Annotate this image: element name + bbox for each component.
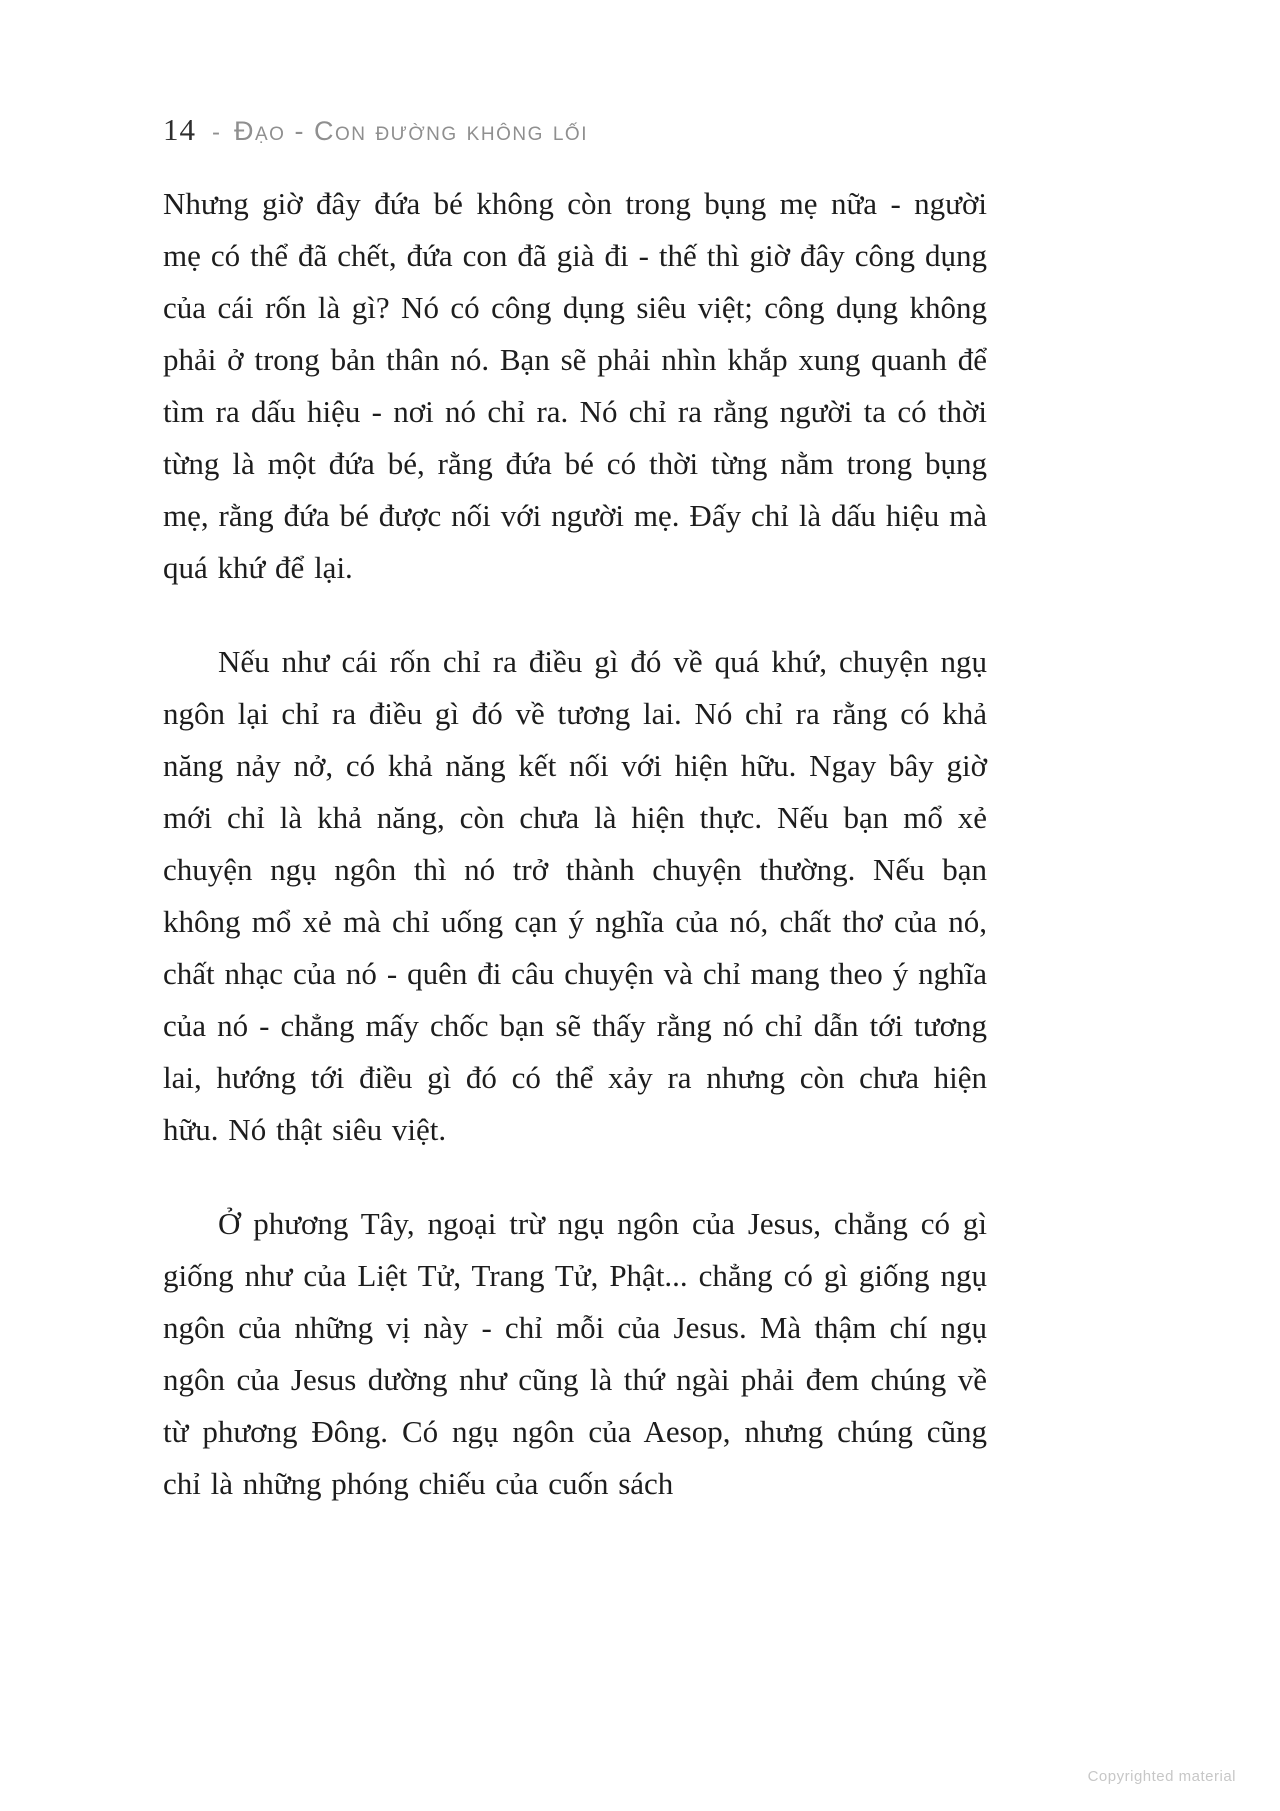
page-number: 14 xyxy=(163,112,196,147)
paragraph-2: Nếu như cái rốn chỉ ra điều gì đó về quá khứ, chuyện ngụ ngôn lại chỉ ra điều gì đó về tương lai. Nó chỉ ra rằng có khả năng nảy nở, có khả năng kết nối với hiện hữu. Ngay bây giờ mới chỉ là khả năng, còn chưa là hiện thực. Nếu bạn mổ xẻ chuyện ngụ ngôn thì nó trở thành chuyện thường. Nếu bạn không mổ xẻ mà chỉ uống cạn ý nghĩa của nó, chất thơ của nó, chất nhạc của nó - quên đi câu chuyện và chỉ mang theo ý nghĩa của nó - chẳng mấy chốc bạn sẽ thấy rằng nó chỉ dẫn tới tương lai, hướng tới điều gì đó có thể xảy ra nhưng còn chưa hiện hữu. Nó thật siêu việt. xyxy=(163,644,987,1147)
header-separator: - xyxy=(212,119,220,146)
paragraph-3: Ở phương Tây, ngoại trừ ngụ ngôn của Jesus, chẳng có gì giống như của Liệt Tử, Trang Tử, Phật... chẳng có gì giống ngụ ngôn của những vị này - chỉ mỗi của Jesus. Mà thậm chí ngụ ngôn của Jesus dường như cũng là thứ ngài phải đem chúng về từ phương Đông. Có ngụ ngôn của Aesop, nhưng chúng cũng chỉ là những phóng chiếu của cuốn sách xyxy=(163,1206,987,1501)
running-header xyxy=(163,112,588,148)
body-text-block xyxy=(163,178,987,1552)
running-title: Đạo - Con đường không lối xyxy=(234,116,588,146)
paragraph-1: Nhưng giờ đây đứa bé không còn trong bụng mẹ nữa - người mẹ có thể đã chết, đứa con đã già đi - thế thì giờ đây công dụng của cái rốn là gì? Nó có công dụng siêu việt; công dụng không phải ở trong bản thân nó. Bạn sẽ phải nhìn khắp xung quanh để tìm ra dấu hiệu - nơi nó chỉ ra. Nó chỉ ra rằng người ta có thời từng là một đứa bé, rằng đứa bé có thời từng nằm trong bụng mẹ, rằng đứa bé được nối với người mẹ. Đấy chỉ là dấu hiệu mà quá khứ để lại. xyxy=(163,186,987,585)
copyright-watermark: Copyrighted material xyxy=(1087,1768,1236,1785)
